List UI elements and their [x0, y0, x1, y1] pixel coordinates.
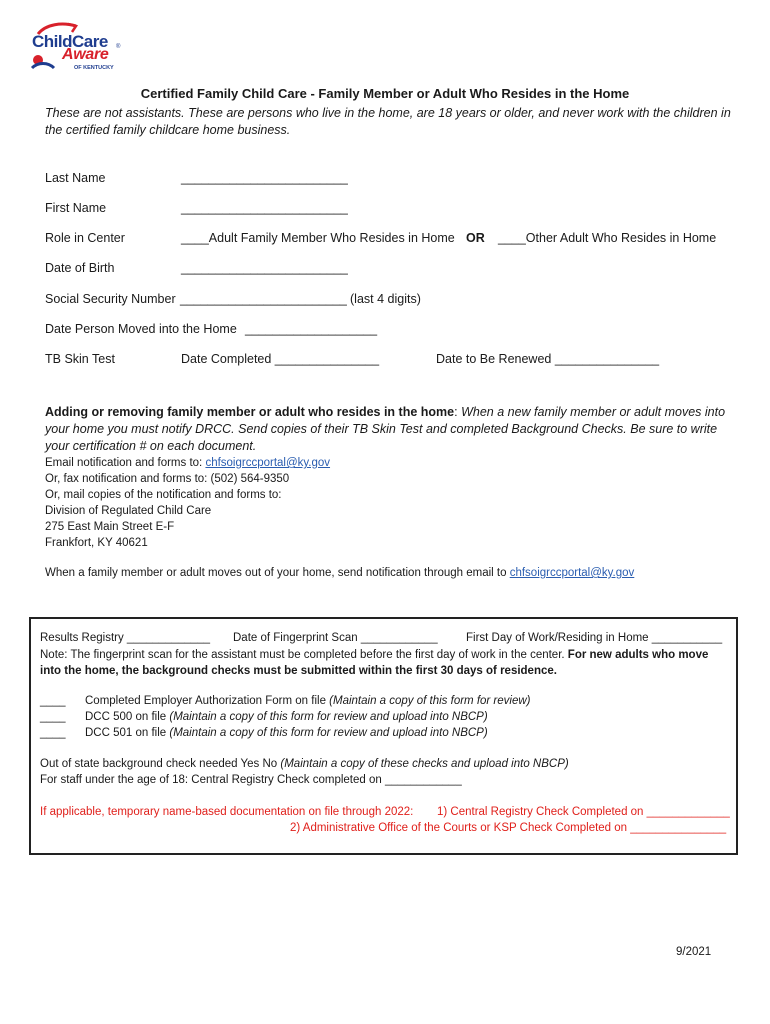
move-out-prefix: When a family member or adult moves out of your home, send notification through email to — [45, 567, 510, 579]
logo-text-aware: Aware — [62, 46, 109, 63]
page-title: Certified Family Child Care - Family Member or Adult Who Resides in the Home — [140, 86, 630, 101]
note-bold: For new adults who move into the home, the background checks must be submitted within the first 30 days of residence. — [40, 649, 709, 677]
adding-colon: : — [454, 405, 458, 419]
temp-central-registry-field[interactable]: 1) Central Registry Check Completed on _____________ — [437, 806, 730, 818]
checklist-item-1 — [85, 695, 531, 707]
logo-text-childcare: ChildCare — [32, 32, 108, 51]
fingerprint-note — [40, 647, 730, 679]
last-name-label: Last Name — [45, 171, 106, 185]
address-line-2: 275 East Main Street E-F — [45, 521, 175, 533]
first-day-field[interactable]: First Day of Work/Residing in Home ___________ — [466, 632, 723, 644]
ssn-note: (last 4 digits) — [350, 292, 421, 306]
fax-line: Or, fax notification and forms to: (502) 564-9350 — [45, 473, 290, 485]
temp-doc-text: If applicable, temporary name-based documentation on file through 2022: — [40, 806, 414, 818]
moved-in-label: Date Person Moved into the Home — [45, 322, 237, 336]
adding-body: When a new family member or adult moves into your home you must notify DRCC. Send copies of their TB Skin Test and completed Background Checks. Be sure to write your certification # on each document. — [45, 405, 726, 453]
note-plain: Note: The fingerprint scan for the assistant must be completed before the first day of work in the center. — [40, 649, 568, 661]
logo-registered-mark: ® — [116, 44, 121, 50]
tb-test-label: TB Skin Test — [45, 352, 115, 366]
address-line-3: Frankfort, KY 40621 — [45, 537, 148, 549]
mail-line: Or, mail copies of the notification and forms to: — [45, 489, 282, 501]
checklist-blank-3[interactable]: ____ — [40, 727, 66, 739]
role-or-text: OR — [466, 231, 485, 245]
adding-heading: Adding or removing family member or adult who resides in the home — [45, 405, 455, 419]
adding-removing-instructions — [45, 404, 735, 455]
checklist-note-1: (Maintain a copy of this form for review) — [329, 695, 531, 707]
page-subtitle: These are not assistants. These are persons who live in the home, are 18 years or older, and never work with the children in the certified family childcare home business. — [45, 106, 731, 137]
fingerprint-date-field[interactable]: Date of Fingerprint Scan ____________ — [233, 632, 438, 644]
results-registry-field[interactable]: Results Registry _____________ — [40, 632, 211, 644]
checklist-note-2: (Maintain a copy of this form for review and upload into NBCP) — [169, 711, 488, 723]
checklist-blank-2[interactable]: ____ — [40, 711, 66, 723]
email-prefix: Email notification and forms to: — [45, 457, 206, 469]
tb-date-completed-field[interactable]: Date Completed _______________ — [181, 352, 380, 366]
ssn-label: Social Security Number — [45, 292, 176, 306]
checklist-text-2: DCC 500 on file — [85, 711, 170, 723]
email-link[interactable]: chfsoigrccportal@ky.gov — [205, 457, 331, 469]
out-of-state-text: Out of state background check needed Yes No — [40, 758, 281, 770]
address-line-1: Division of Regulated Child Care — [45, 505, 212, 517]
checklist-item-2 — [85, 711, 488, 723]
role-label: Role in Center — [45, 231, 125, 245]
dob-field[interactable]: ________________________ — [181, 261, 348, 275]
childcare-aware-logo — [28, 22, 128, 72]
moved-in-field[interactable]: ___________________ — [245, 322, 378, 336]
first-name-field[interactable]: ________________________ — [181, 201, 348, 215]
email-line — [45, 457, 330, 469]
role-option-family-member[interactable]: ____Adult Family Member Who Resides in Home — [181, 231, 455, 245]
checklist-note-3: (Maintain a copy of this form for review and upload into NBCP) — [169, 727, 488, 739]
last-name-field[interactable]: ________________________ — [181, 171, 348, 185]
role-option-other-adult[interactable]: ____Other Adult Who Resides in Home — [498, 231, 717, 245]
tb-date-renewed-field[interactable]: Date to Be Renewed _______________ — [436, 352, 660, 366]
under-18-field[interactable]: For staff under the age of 18: Central Registry Check completed on ____________ — [40, 774, 462, 786]
out-of-state-note: (Maintain a copy of these checks and upload into NBCP) — [280, 758, 569, 770]
logo-text-kentucky: OF KENTUCKY — [74, 65, 114, 71]
ssn-field[interactable]: ________________________ — [180, 292, 347, 306]
checklist-item-3 — [85, 727, 488, 739]
move-out-email-link[interactable]: chfsoigrccportal@ky.gov — [509, 567, 635, 579]
first-name-label: First Name — [45, 201, 107, 215]
move-out-line — [45, 567, 634, 579]
checklist-text-3: DCC 501 on file — [85, 727, 170, 739]
revision-date: 9/2021 — [676, 946, 712, 958]
checklist-blank-1[interactable]: ____ — [40, 695, 66, 707]
checklist-text-1: Completed Employer Authorization Form on file — [85, 695, 330, 707]
dob-label: Date of Birth — [45, 261, 115, 275]
out-of-state-line — [40, 758, 569, 770]
temp-aoc-ksp-field[interactable]: 2) Administrative Office of the Courts or KSP Check Completed on _______________ — [290, 822, 727, 834]
